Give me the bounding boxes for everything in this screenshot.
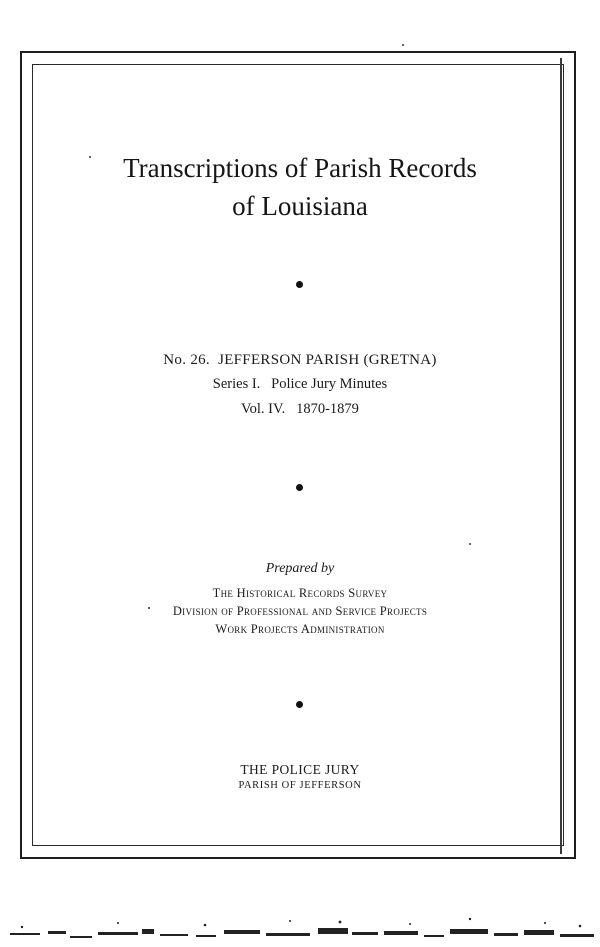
- bullet-ornament-2: [296, 484, 303, 491]
- series-number: No. 26. JEFFERSON PARISH (GRETNA): [163, 352, 437, 368]
- bullet-ornament-3: [296, 701, 303, 708]
- prepared-org-line-3: Work Projects Administration: [215, 622, 385, 636]
- scan-speck: [402, 44, 404, 46]
- title-line-2: of Louisiana: [232, 191, 368, 221]
- prepared-org-line-1: The Historical Records Survey: [212, 586, 388, 600]
- series-title: Series I. Police Jury Minutes: [212, 376, 388, 392]
- scan-speck: [469, 543, 471, 545]
- volume-dates: Vol. IV. 1870-1879: [241, 401, 359, 417]
- title-line-1: Transcriptions of Parish Records: [123, 153, 477, 183]
- scan-noise-strip: [0, 905, 600, 947]
- prepared-by-label: Prepared by: [265, 561, 335, 576]
- publisher-location: PARISH OF JEFFERSON: [238, 780, 362, 791]
- prepared-org-line-2: Division of Professional and Service Projects: [172, 604, 428, 618]
- publisher-name: THE POLICE JURY: [240, 762, 360, 777]
- scan-speck: [89, 156, 91, 158]
- bullet-ornament-1: [296, 281, 303, 288]
- scan-speck: [148, 607, 150, 609]
